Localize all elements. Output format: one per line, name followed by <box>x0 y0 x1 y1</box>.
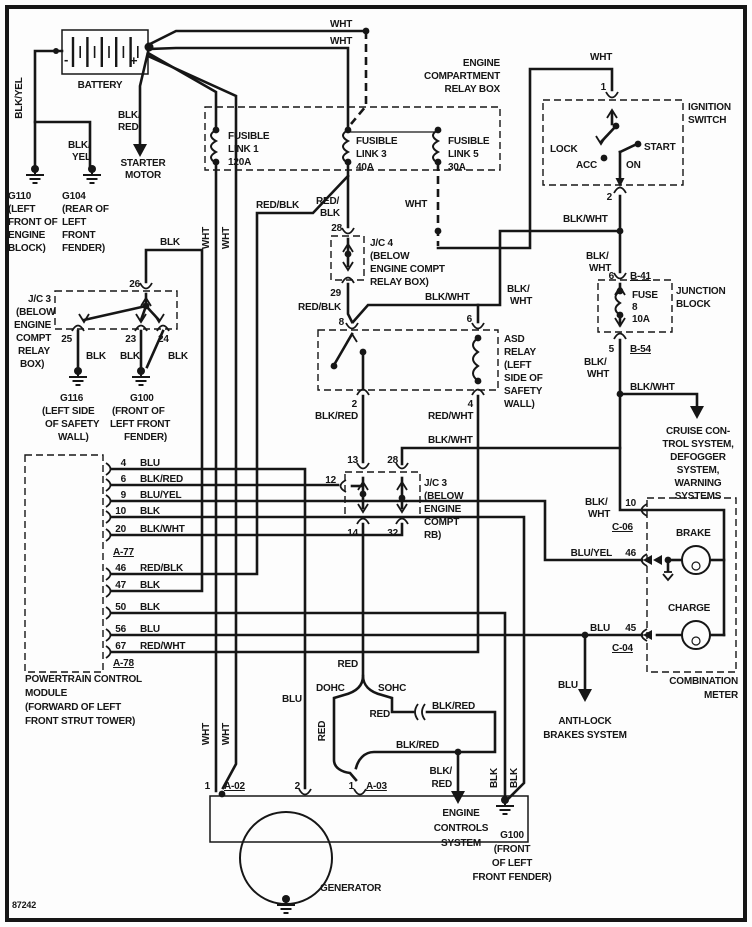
diagram-label: G116 <box>60 393 84 404</box>
diagram-label: BLOCK <box>676 299 711 310</box>
diagram-label: - <box>64 52 69 67</box>
junction-dot <box>435 228 442 235</box>
diagram-label: BRAKE <box>676 528 711 539</box>
diagram-label: BLK/RED <box>140 474 184 485</box>
arrow-chevron <box>596 136 606 144</box>
diagram-label: BLK <box>160 237 180 248</box>
pin-connector <box>472 323 484 329</box>
brake-indicator-bulb <box>682 546 710 574</box>
diagram-label: 10 <box>625 498 636 509</box>
junction-dot <box>213 127 220 134</box>
diagram-label: BLK <box>168 351 188 362</box>
diagram-label: 4 <box>120 458 126 469</box>
diagram-label: RED <box>369 709 390 720</box>
junction-dot <box>331 363 338 370</box>
junction-dot <box>617 391 624 398</box>
diagram-label: BLK <box>140 506 160 517</box>
pcm-pin-connector <box>106 479 111 491</box>
junction-dot <box>582 632 589 639</box>
diagram-label: 46 <box>115 563 126 574</box>
diagram-label: CRUISE CON- <box>666 426 730 437</box>
diagram-label: BLK/WHT <box>563 214 608 225</box>
pin-connector <box>614 188 626 194</box>
diagram-label: 2 <box>606 192 612 203</box>
diagram-label: A-02 <box>224 781 245 792</box>
diagram-label: 30A <box>448 162 466 173</box>
diagram-label: RED/BLK <box>140 563 184 574</box>
diagram-label: FENDER) <box>62 243 106 254</box>
diagram-label: SWITCH <box>688 115 727 126</box>
diagram-label: YEL <box>72 152 91 163</box>
diagram-label: START <box>644 142 676 153</box>
diagram-label: 2 <box>294 781 300 792</box>
diagram-label: BLK/ <box>68 140 91 151</box>
diagram-label: (REAR OF <box>62 204 109 215</box>
diagram-label: G100 <box>500 830 524 841</box>
diagram-label: FRONT OF <box>8 217 58 228</box>
diagram-label: 13 <box>347 455 358 466</box>
diagram-label: 23 <box>125 334 136 345</box>
diagram-label: LINK 5 <box>448 149 479 160</box>
diagram-label: WHT <box>590 52 613 63</box>
diagram-label: 40A <box>356 162 374 173</box>
diagram-label: STARTER <box>120 158 166 169</box>
diagram-label: BLK <box>140 580 160 591</box>
diagram-label: BLK/ <box>585 497 608 508</box>
diagram-label: BLK/ <box>586 251 609 262</box>
diagram-label: WHT <box>330 19 353 30</box>
pcm-pin-connector <box>106 495 111 507</box>
diagram-label: 47 <box>115 580 126 591</box>
diagram-label: ENGINE <box>462 58 500 69</box>
combination-meter <box>647 498 736 672</box>
diagram-label: G104 <box>62 191 86 202</box>
ground-symbol <box>132 367 150 385</box>
junction-dot <box>475 335 482 342</box>
ground-symbol <box>69 367 87 385</box>
diagram-label: C-06 <box>612 522 633 533</box>
diagram-label: BLK/RED <box>314 411 358 422</box>
pcm-pin-connector <box>106 529 111 541</box>
fusible-link-5 <box>433 130 438 163</box>
pcm-pin-connector <box>106 568 111 580</box>
diagram-label: C-04 <box>612 643 633 654</box>
diagram-label: LINK 1 <box>228 144 259 155</box>
diagram-label: RELAY BOX) <box>370 277 429 288</box>
pin-connector <box>614 334 626 340</box>
diagram-label: RED/ <box>316 196 340 207</box>
junction-dot <box>399 495 406 502</box>
diagram-label: + <box>130 53 138 68</box>
diagram-label: CONTROLS <box>433 823 489 834</box>
diagram-label: IGNITION <box>688 102 731 113</box>
powertrain-control-module <box>25 455 103 672</box>
diagram-label: COMPARTMENT <box>424 71 500 82</box>
diagram-label: BLK/WHT <box>140 524 185 535</box>
flow-arrowhead <box>690 406 704 419</box>
junction-dot <box>213 159 220 166</box>
diagram-label: 45 <box>625 623 636 634</box>
diagram-label: 28 <box>331 223 342 234</box>
flow-arrowhead <box>578 689 592 702</box>
diagram-label: RED <box>337 659 358 670</box>
diagram-label: WHT <box>201 722 212 746</box>
diagram-label: ENGINE <box>442 808 480 819</box>
diagram-label: 5 <box>608 344 614 355</box>
diagram-label: 1 <box>600 82 606 93</box>
junction-dot <box>345 251 352 258</box>
diagram-label: A-03 <box>366 781 387 792</box>
diagram-label: BLK/ <box>429 766 452 777</box>
diagram-label: SIDE OF <box>504 373 543 384</box>
diagram-label: ANTI-LOCK <box>558 716 612 727</box>
diagram-label: FRONT FENDER) <box>472 872 552 883</box>
diagram-label: BLK/WHT <box>428 435 473 446</box>
diagram-label: DOHC <box>316 683 345 694</box>
diagram-label: (BELOW <box>370 251 410 262</box>
junction-dot <box>601 155 608 162</box>
diagram-label: J/C 4 <box>370 238 393 249</box>
diagram-label: OF LEFT <box>491 858 533 869</box>
diagram-label: 26 <box>129 279 140 290</box>
diagram-label: (LEFT <box>8 204 36 215</box>
fusible-link-3 <box>343 130 348 163</box>
diagram-label: BLU/YEL <box>570 548 612 559</box>
diagram-label: GENERATOR <box>320 883 382 894</box>
diagram-label: BLK <box>140 602 160 613</box>
diagram-label: POWERTRAIN CONTROL <box>25 674 142 685</box>
diagram-label: J/C 3 <box>28 294 51 305</box>
diagram-label: (FRONT <box>493 844 531 855</box>
diagram-label: (LEFT SIDE <box>42 406 95 417</box>
diagram-label: BLU <box>140 624 160 635</box>
diagram-label: ENGINE COMPT <box>370 264 445 275</box>
diagram-label: (BELOW <box>16 307 56 318</box>
pin-connector <box>346 323 358 329</box>
junction-dot <box>345 159 352 166</box>
diagram-label: 56 <box>115 624 126 635</box>
diagram-label: 46 <box>625 548 636 559</box>
diagram-label: FUSE <box>632 290 658 301</box>
diagram-label: WALL) <box>504 399 535 410</box>
diagram-label: RELAY BOX <box>444 84 500 95</box>
diagram-label: BLK/YEL <box>14 77 25 119</box>
diagram-label: 2 <box>351 399 357 410</box>
pcm-pin-connector <box>106 585 111 597</box>
diagram-label: TROL SYSTEM, <box>662 439 734 450</box>
diagram-label: LOCK <box>550 144 578 155</box>
diagram-label: 1 <box>204 781 210 792</box>
diagram-label: WHT <box>589 263 612 274</box>
diagram-label: (FRONT OF <box>112 406 165 417</box>
diagram-label: COMPT <box>424 517 460 528</box>
arrow-chevron <box>79 314 89 322</box>
diagram-label: BLU <box>590 623 610 634</box>
pin-connector <box>299 789 311 795</box>
pin-connector <box>354 789 366 795</box>
diagram-label: RED <box>118 122 139 133</box>
diagram-label: OF SAFETY <box>45 419 100 430</box>
diagram-label: G110 <box>8 191 32 202</box>
junction-dot <box>345 127 352 134</box>
diagram-label: DEFOGGER <box>670 452 726 463</box>
diagram-label: COMBINATION <box>669 676 738 687</box>
diagram-label: G100 <box>130 393 154 404</box>
pin-connector <box>606 92 618 98</box>
junction-dot <box>617 228 624 235</box>
diagram-label: 14 <box>347 528 358 539</box>
pcm-pin-connector <box>106 607 111 619</box>
diagram-label: 50 <box>115 602 126 613</box>
diagram-label: FRONT STRUT TOWER) <box>25 716 136 727</box>
diagram-label: SOHC <box>378 683 407 694</box>
ground-symbol <box>26 165 44 183</box>
diagram-label: MOTOR <box>124 170 162 181</box>
diagram-label: LEFT <box>62 217 87 228</box>
diagram-label: BLK <box>489 768 500 788</box>
diagram-label: 28 <box>387 455 398 466</box>
diagram-label: RED <box>317 720 328 742</box>
junction-dot <box>360 491 367 498</box>
junction-dot <box>360 349 367 356</box>
diagram-label: SYSTEM <box>441 838 481 849</box>
junction-dot <box>363 28 370 35</box>
pin-connector <box>342 228 354 234</box>
ground-symbol <box>496 796 514 814</box>
junction-dot <box>665 557 672 564</box>
diagram-label: 12 <box>325 475 336 486</box>
diagram-label: BLK/WHT <box>630 382 675 393</box>
ground-symbol <box>83 165 101 183</box>
diagram-label: ACC <box>576 160 598 171</box>
pcm-pin-connector <box>106 646 111 658</box>
diagram-label: BLK/ <box>507 284 530 295</box>
diagram-label: BLK <box>509 768 520 788</box>
flow-arrowhead <box>451 791 465 804</box>
pin-connector <box>614 273 626 279</box>
pcm-pin-connector <box>106 629 111 641</box>
diagram-label: WHT <box>588 509 611 520</box>
diagram-label: WHT <box>405 199 428 210</box>
diagram-label: BRAKES SYSTEM <box>543 730 627 741</box>
diagram-label: 9 <box>120 490 126 501</box>
diagram-label: 6 <box>120 474 126 485</box>
diagram-label: 6 <box>608 271 614 282</box>
diagram-label: FUSIBLE <box>228 131 270 142</box>
diagram-label: FUSIBLE <box>356 136 398 147</box>
diagram-label: FUSIBLE <box>448 136 490 147</box>
diagram-label: (BELOW <box>424 491 464 502</box>
junction-dot <box>435 159 442 166</box>
diagram-label: 8 <box>632 302 638 313</box>
diagram-label: RELAY <box>18 346 50 357</box>
diagram-label: CHARGE <box>668 603 711 614</box>
diagram-label: RED <box>431 779 452 790</box>
diagram-label: WHT <box>510 296 533 307</box>
diagram-label: 6 <box>466 314 472 325</box>
pin-connector <box>140 283 152 289</box>
diagram-label: BLU/YEL <box>140 490 182 501</box>
diode-arrow <box>653 555 662 565</box>
diagram-label: BOX) <box>20 359 45 370</box>
diagram-label: BLU <box>558 680 578 691</box>
fusible-link-1 <box>211 130 216 163</box>
diagram-label: A-78 <box>113 658 134 669</box>
diagram-label: WHT <box>330 36 353 47</box>
junction-dot <box>475 378 482 385</box>
diagram-label: SYSTEM, <box>676 465 720 476</box>
diagram-label: RB) <box>424 530 442 541</box>
diagram-label: BLK/RED <box>396 740 440 751</box>
junction-dot <box>613 123 620 130</box>
diagram-label: RELAY <box>504 347 536 358</box>
diagram-label: WALL) <box>58 432 89 443</box>
diagram-label: BLK/ <box>118 110 141 121</box>
labels-layer <box>8 19 739 910</box>
diagram-label: 20 <box>115 524 126 535</box>
junction-dot <box>435 127 442 134</box>
flow-arrowhead <box>133 144 147 157</box>
arrow-chevron <box>154 314 164 322</box>
diagram-label: B-41 <box>630 271 651 282</box>
diagram-label: 25 <box>61 334 72 345</box>
diagram-label: ASD <box>504 334 525 345</box>
diagram-label: 67 <box>115 641 126 652</box>
diagram-label: A-77 <box>113 547 134 558</box>
arrow-chevron <box>347 334 357 342</box>
diagram-label: BLK <box>320 208 340 219</box>
diagram-label: BLK/WHT <box>425 292 470 303</box>
diagram-label: BLU <box>282 694 302 705</box>
junction-dot <box>455 749 462 756</box>
junction-dot <box>635 141 642 148</box>
diagram-label: BLK <box>120 351 140 362</box>
diagram-label: B-54 <box>630 344 651 355</box>
diagram-label: BLU <box>140 458 160 469</box>
diagram-label: 10 <box>115 506 126 517</box>
diagram-label: FENDER) <box>124 432 168 443</box>
diagram-label: ENGINE <box>424 504 462 515</box>
pcm-pin-connector <box>106 463 111 475</box>
diagram-label: 29 <box>330 288 341 299</box>
diagram-label: BLOCK) <box>8 243 46 254</box>
junction-dot <box>617 312 624 319</box>
diagram-label: 87242 <box>12 900 37 910</box>
diagram-label: 8 <box>338 317 344 328</box>
diagram-label: FRONT <box>62 230 96 241</box>
diagram-label: JUNCTION <box>676 286 726 297</box>
diagram-label: WHT <box>221 722 232 746</box>
diagram-label: WHT <box>201 226 212 250</box>
diagram-label: ENGINE <box>8 230 46 241</box>
diagram-label: BLK/ <box>584 357 607 368</box>
diagram-label: 1 <box>348 781 354 792</box>
pcm-pin-connector <box>106 511 111 523</box>
diagram-label: 32 <box>387 528 398 539</box>
diagram-label: RED/WHT <box>428 411 474 422</box>
jc3-center-connector <box>345 472 420 517</box>
asd-relay-coil <box>473 338 478 381</box>
jc3-left-connector <box>55 291 177 329</box>
junction-dot <box>143 303 150 310</box>
diagram-label: 24 <box>158 334 169 345</box>
diagram-label: COMPT <box>16 333 52 344</box>
diagram-label: ENGINE <box>14 320 52 331</box>
diagram-label: 4 <box>467 399 473 410</box>
diagram-label: RED/WHT <box>140 641 186 652</box>
diagram-label: WARNING <box>674 478 722 489</box>
diagram-label: LINK 3 <box>356 149 387 160</box>
diagram-label: BATTERY <box>77 80 123 91</box>
diagram-label: (FORWARD OF LEFT <box>25 702 122 713</box>
diagram-label: WHT <box>221 226 232 250</box>
diagram-label: BLK <box>86 351 106 362</box>
diagram-label: 10A <box>632 314 650 325</box>
diagram-label: LEFT FRONT <box>110 419 171 430</box>
diagram-label: (LEFT <box>504 360 532 371</box>
pin-connector <box>357 463 369 469</box>
diagram-label: RED/BLK <box>256 200 300 211</box>
asd-relay <box>318 330 498 390</box>
diagram-label: WHT <box>587 369 610 380</box>
diagram-label: J/C 3 <box>424 478 447 489</box>
diagram-label: BLK/RED <box>432 701 476 712</box>
meter-mini-ground <box>663 572 673 580</box>
diagram-label: RED/BLK <box>297 302 341 313</box>
diagram-label: SYSTEMS <box>674 491 722 502</box>
diagram-label: METER <box>703 690 738 701</box>
diagram-label: MODULE <box>25 688 68 699</box>
charge-indicator-bulb <box>682 621 710 649</box>
diagram-label: ON <box>626 160 641 171</box>
ground-symbol <box>277 895 295 913</box>
diagram-label: 120A <box>228 157 252 168</box>
diagram-label: SAFETY <box>504 386 543 397</box>
